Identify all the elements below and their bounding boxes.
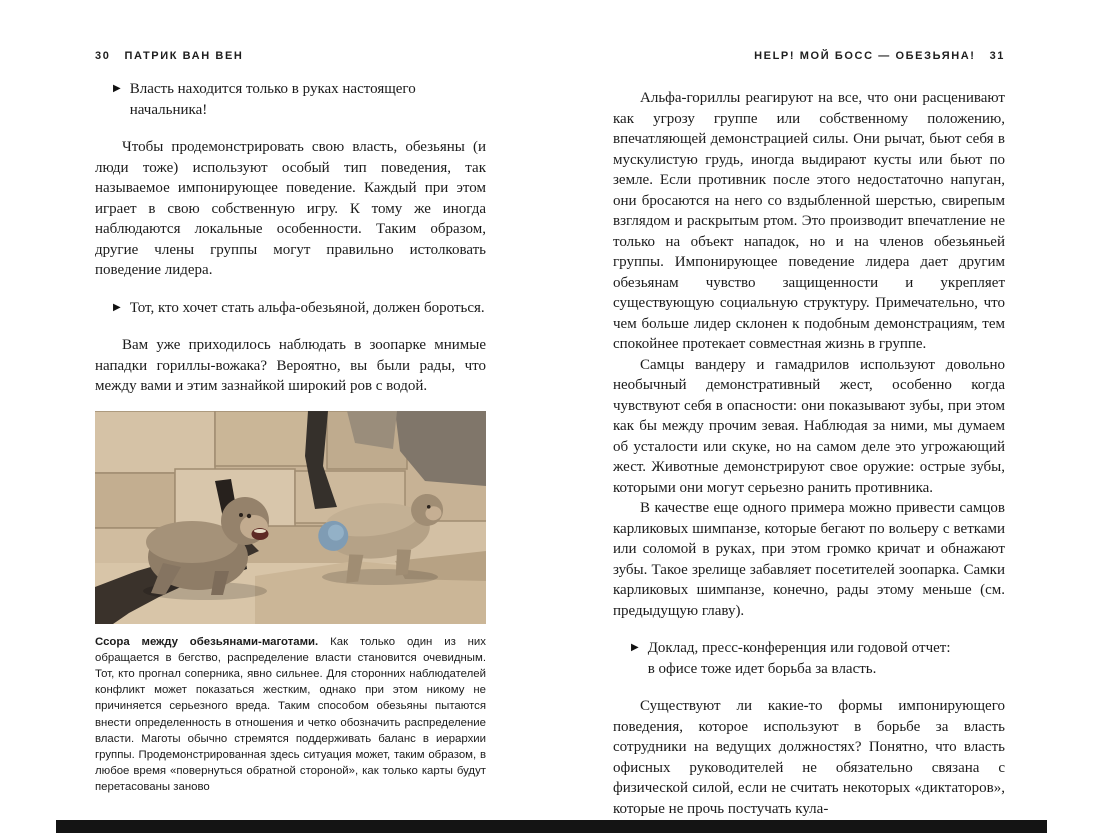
bullet-text-power: Власть находится только в руках настоящего начальника! — [129, 81, 416, 118]
running-title-right: HELP! МОЙ БОСС — ОБЕЗЬЯНА! — [754, 50, 976, 62]
bullet-icon: ▶ — [113, 301, 121, 313]
paragraph-zoo-gorilla: Вам уже приходилось наблюдать в зоопарке мнимые нападки гориллы-вожака? Вероятно, вы были рады, что между вами и этим зазнайкой широкий ров с водой. — [95, 337, 486, 394]
page-left — [95, 50, 486, 796]
bullet-item-power — [113, 79, 486, 120]
running-head-left — [95, 50, 486, 62]
monkeys-photo — [95, 411, 486, 624]
bullet-item-alpha — [113, 298, 486, 319]
bullet-office-line2: в офисе тоже идет борьба за власть. — [647, 660, 877, 677]
bullet-text-office — [648, 638, 951, 679]
running-head-right — [613, 50, 1005, 62]
bullet-office-line1: Доклад, пресс-конференция или годовой отчет: — [647, 640, 951, 656]
paragraph-pygmy-chimps: В качестве еще одного примера можно привести самцов карликовых шимпанзе, которые бегают по вольеру с ветками или соломой в руках, при этом громко кричат и обнажают зубы. Такое зрелище забавляет посетителей зоопарка. Самки карликовых шимпанзе, конечно, рады этому меньше (см. предыдущую главу). — [613, 500, 1005, 619]
page-number-right: 31 — [989, 50, 1005, 62]
paragraph-office-power: Существуют ли какие-то формы импонирующего поведения, которое используют в борьбе за власть сотрудники на ведущих должностях? Понятно, что власть офисных руководителей не обязательно связана с физической силой, если не считать некоторых «диктаторов», которые не прочь постучать кула- — [613, 698, 1005, 817]
bullet-item-office — [631, 638, 1005, 679]
photo-caption-lead: Ссора между обезьянами-маготами. — [95, 635, 319, 648]
paragraph-alpha-gorillas: Альфа-гориллы реагируют на все, что они расценивают как угрозу группе или собственному положению, впечатляющей демонстрацией силы. Они рычат, бьют себя в мускулистую грудь, иногда выдирают кусты или бьют по земле. Если противник после этого недостаточно напуган, они бросаются на него со вздыбленной шерстью, свирепым взглядом и раскрытым ртом. Это производит впечатление не только на объект нападок, но и на членов обезьяньей группы. Импонирующее поведение лидера дает другим обезьянам чувство защищенности и укрепляет существующую социальную структуру. Примечательно, что чем больше лидер склонен к подобным демонстрациям, тем спокойнее протекает совместная жизнь в группе. — [613, 90, 1005, 352]
monkeys-photo-illustration — [95, 411, 486, 624]
paragraph-demonstrate-power: Чтобы продемонстрировать свою власть, обезьяны (и люди тоже) используют особый тип поведения, так называемое импонирующее поведение. Каждый при этом играет в свою собственную игру. К тому же иногда наблюдаются локальные особенности. Таким образом, другие члены группы могут правильно истолковать поведение лидера. — [95, 139, 486, 278]
paragraph-wanderu-hamadryas: Самцы вандеру и гамадрилов используют довольно необычный демонстративный жест, особенно когда чувствуют себя в опасности: они показывают зубы, при этом как бы между прочим зевая. Наблюдая за ними, мы думаем об усталости или скуке, но на самом деле это угрожающий жест. Животные демонстрируют свое оружие: острые зубы, которыми они могут серьезно ранить противника. — [613, 356, 1005, 496]
page-bottom-edge — [56, 820, 1047, 833]
page-number-left: 30 — [95, 50, 111, 62]
photo-caption — [95, 634, 486, 796]
page-right — [613, 50, 1005, 819]
bullet-icon: ▶ — [113, 83, 121, 94]
running-title-left: ПАТРИК ВАН ВЕН — [124, 50, 244, 62]
bullet-text-alpha: Тот, кто хочет стать альфа-обезьяной, должен бороться. — [129, 299, 485, 316]
photo-caption-body: Как только один из них обращается в бегство, распределение власти становится очевидным. Тот, кто прогнал соперника, явно сильнее. Для сторонних наблюдателей конфликт может показаться жестким, однако при этом никому не причиняется серьезного вреда. Таким способом обезьяны пытаются внести определенность в отношения и четко обозначить распределение власти. Маготы обычно стремятся поддерживать баланс в иерархии группы. Продемонстрированная здесь ситуация может, таким образом, в любое время «повернуться обратной стороной», как только карты будут перетасованы заново — [95, 635, 486, 794]
bullet-icon: ▶ — [631, 642, 639, 653]
